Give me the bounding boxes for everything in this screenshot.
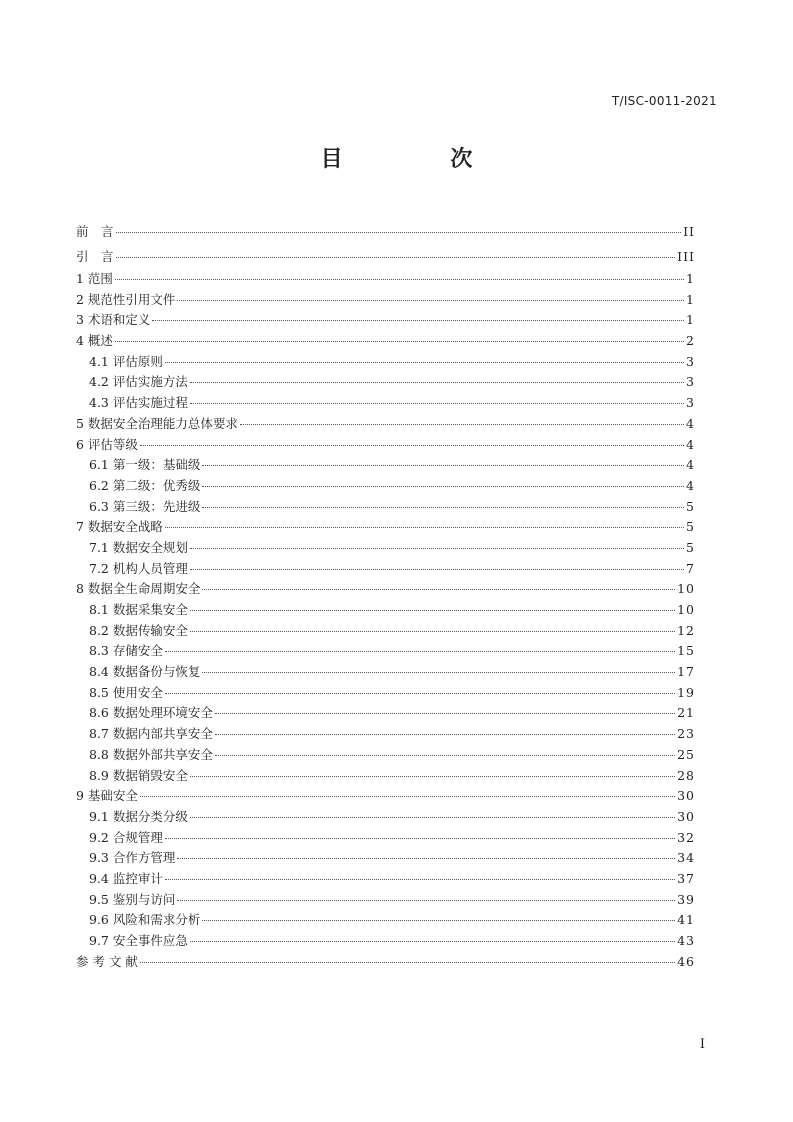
toc-entry-page: 17 — [677, 664, 695, 680]
toc-dot-leader — [215, 755, 675, 756]
toc-entry[interactable] — [76, 244, 695, 269]
toc-entry-page: 4 — [686, 477, 695, 493]
toc-entry-page: 1 — [686, 312, 695, 328]
toc-entry[interactable] — [76, 331, 695, 352]
toc-dot-leader — [165, 838, 675, 839]
toc-dot-leader — [190, 382, 684, 383]
toc-dot-leader — [115, 279, 684, 280]
toc-entry-page: III — [677, 249, 695, 264]
toc-entry[interactable] — [76, 310, 695, 331]
toc-entry-label: 引 言 — [76, 249, 114, 264]
toc-entry-label: 1 范围 — [76, 271, 113, 286]
toc-entry[interactable] — [76, 269, 695, 290]
toc-entry-label: 8.2 数据传输安全 — [89, 622, 188, 638]
toc-entry-label: 9.6 风险和需求分析 — [89, 912, 201, 928]
toc-entry-page: 19 — [677, 684, 695, 700]
toc-dot-leader — [190, 610, 675, 611]
toc-title: 目 次 — [320, 147, 523, 172]
toc-entry-label: 9.2 合规管理 — [89, 829, 163, 845]
toc-entry[interactable] — [76, 372, 695, 393]
toc-entry-page: 43 — [677, 933, 695, 948]
toc-dot-leader — [177, 858, 675, 859]
toc-entry-label: 9.4 监控审计 — [89, 870, 163, 886]
toc-dot-leader — [202, 589, 675, 590]
toc-entry[interactable] — [76, 952, 695, 973]
toc-entry-label: 8.9 数据销毁安全 — [89, 767, 188, 783]
toc-dot-leader — [202, 465, 684, 466]
toc-entry-page: 15 — [677, 643, 695, 659]
toc-entry-label: 9.7 安全事件应急 — [89, 933, 188, 948]
toc-entry[interactable] — [76, 435, 695, 456]
toc-entry-label: 6.2 第二级：优秀级 — [89, 477, 201, 493]
toc-dot-leader — [165, 527, 684, 528]
toc-dot-leader — [190, 569, 684, 570]
toc-dot-leader — [140, 962, 675, 963]
toc-entry[interactable] — [76, 497, 695, 518]
toc-entry-label: 7 数据安全战略 — [76, 519, 163, 535]
toc-dot-leader — [190, 817, 675, 818]
toc-dot-leader — [190, 776, 675, 777]
toc-entry-page: 1 — [686, 291, 695, 307]
toc-entry[interactable] — [76, 828, 695, 849]
toc-entry-page: 1 — [686, 271, 695, 286]
toc-dot-leader — [165, 693, 675, 694]
toc-dot-leader — [140, 445, 684, 446]
page-number: I — [699, 1037, 705, 1052]
toc-entry-page: 28 — [677, 767, 695, 783]
toc-dot-leader — [116, 257, 676, 258]
toc-entry-page: 3 — [686, 353, 695, 369]
toc-entry-page: 3 — [686, 395, 695, 411]
toc-entry[interactable] — [76, 600, 695, 621]
toc-entry-label: 参 考 文 献 — [76, 953, 138, 969]
toc-entry-page: 7 — [686, 560, 695, 576]
toc-entry[interactable] — [76, 724, 695, 745]
toc-entry-page: 32 — [677, 829, 695, 845]
toc-entry-label: 9.5 鉴别与访问 — [89, 891, 176, 907]
toc-dot-leader — [190, 631, 675, 632]
toc-entry-page: 41 — [677, 912, 695, 928]
toc-entry-label: 4.3 评估实施过程 — [89, 395, 188, 411]
toc-entry-page: 5 — [686, 519, 695, 535]
toc-entry-page: 37 — [677, 870, 695, 886]
toc-entry-page: 4 — [686, 457, 695, 473]
toc-entry-page: 30 — [677, 808, 695, 824]
toc-dot-leader — [202, 672, 675, 673]
toc-entry[interactable] — [76, 476, 695, 497]
toc-entry-label: 8.3 存储安全 — [89, 643, 163, 659]
toc-dot-leader — [190, 548, 684, 549]
toc-entry-page: 2 — [686, 333, 695, 349]
toc-entry-page: 21 — [677, 705, 695, 721]
toc-entry[interactable] — [76, 393, 695, 414]
toc-dot-leader — [190, 941, 675, 942]
toc-dot-leader — [140, 796, 675, 797]
toc-entry-label: 6.1 第一级：基础级 — [89, 457, 201, 473]
toc-entry[interactable] — [76, 290, 695, 311]
document-code: T/ISC-0011-2021 — [611, 94, 717, 108]
toc-entry[interactable] — [76, 641, 695, 662]
toc-entry-label: 8 数据全生命周期安全 — [76, 581, 201, 597]
toc-entry-label: 5 数据安全治理能力总体要求 — [76, 415, 238, 431]
toc-entry[interactable] — [76, 931, 695, 952]
toc-entry[interactable] — [76, 662, 695, 683]
toc-entry[interactable] — [76, 766, 695, 787]
toc-entry-label: 6 评估等级 — [76, 436, 138, 452]
toc-entry[interactable] — [76, 352, 695, 373]
toc-entry[interactable] — [76, 869, 695, 890]
toc-entry[interactable] — [76, 219, 695, 244]
toc-dot-leader — [152, 320, 684, 321]
toc-entry-label: 4.1 评估原则 — [89, 353, 163, 369]
toc-entry[interactable] — [76, 517, 695, 538]
toc-entry[interactable] — [76, 683, 695, 704]
toc-entry-page: 5 — [686, 498, 695, 514]
toc-entry-label: 8.1 数据采集安全 — [89, 602, 188, 617]
toc-entry-page: 10 — [677, 581, 695, 597]
toc-dot-leader — [190, 403, 684, 404]
toc-entry-page: 12 — [677, 622, 695, 638]
toc-entry-page: 23 — [677, 726, 695, 742]
toc-entry-label: 8.6 数据处理环境安全 — [89, 705, 213, 721]
toc-entry-label: 4 概述 — [76, 333, 113, 349]
toc-entry-page: 39 — [677, 891, 695, 907]
toc-entry[interactable] — [76, 538, 695, 559]
toc-entry-label: 2 规范性引用文件 — [76, 291, 176, 307]
toc-entry[interactable] — [76, 786, 695, 807]
toc-entry[interactable] — [76, 745, 695, 766]
toc-dot-leader — [116, 232, 682, 233]
toc-entry-page: 46 — [677, 953, 695, 969]
toc-entry-page: 10 — [677, 602, 695, 617]
toc-dot-leader — [165, 362, 684, 363]
toc-dot-leader — [202, 920, 675, 921]
toc-entry[interactable] — [76, 703, 695, 724]
toc-entry-label: 8.4 数据备份与恢复 — [89, 664, 201, 680]
toc-entry[interactable] — [76, 579, 695, 600]
toc-entry[interactable] — [76, 848, 695, 869]
toc-entry-label: 4.2 评估实施方法 — [89, 374, 188, 390]
toc-dot-leader — [165, 879, 675, 880]
toc-entry[interactable] — [76, 910, 695, 931]
toc-entry-label: 3 术语和定义 — [76, 312, 151, 328]
toc-entry-page: 3 — [686, 374, 695, 390]
toc-entry-page: 5 — [686, 539, 695, 555]
toc-dot-leader — [177, 900, 675, 901]
toc-entry[interactable] — [76, 559, 695, 580]
toc-dot-leader — [202, 486, 684, 487]
toc-entry[interactable] — [76, 414, 695, 435]
toc-entry-label: 9.1 数据分类分级 — [89, 808, 188, 824]
toc-dot-leader — [177, 300, 684, 301]
toc-entry-label: 8.8 数据外部共享安全 — [89, 746, 213, 762]
toc-entry-page: 25 — [677, 746, 695, 762]
toc-entry-page: 4 — [686, 436, 695, 452]
toc-entry-label: 8.5 使用安全 — [89, 684, 163, 700]
toc-entry-label: 8.7 数据内部共享安全 — [89, 726, 213, 742]
toc-dot-leader — [165, 651, 675, 652]
toc-dot-leader — [115, 341, 684, 342]
toc-entry-label: 前 言 — [76, 224, 114, 239]
toc-entry-label: 9.3 合作方管理 — [89, 850, 176, 866]
table-of-contents — [76, 219, 695, 972]
toc-entry[interactable] — [76, 455, 695, 476]
toc-dot-leader — [215, 713, 675, 714]
toc-dot-leader — [240, 424, 684, 425]
toc-entry-page: 4 — [686, 415, 695, 431]
toc-entry-label: 7.1 数据安全规划 — [89, 539, 188, 555]
toc-entry-page: 30 — [677, 788, 695, 804]
toc-entry-label: 6.3 第三级：先进级 — [89, 498, 201, 514]
toc-entry[interactable] — [76, 890, 695, 911]
toc-entry[interactable] — [76, 807, 695, 828]
toc-dot-leader — [202, 507, 684, 508]
toc-entry-label: 9 基础安全 — [76, 788, 138, 804]
toc-entry-label: 7.2 机构人员管理 — [89, 560, 188, 576]
toc-entry[interactable] — [76, 621, 695, 642]
toc-entry-page: 34 — [677, 850, 695, 866]
toc-entry-page: II — [683, 224, 695, 239]
toc-dot-leader — [215, 734, 675, 735]
